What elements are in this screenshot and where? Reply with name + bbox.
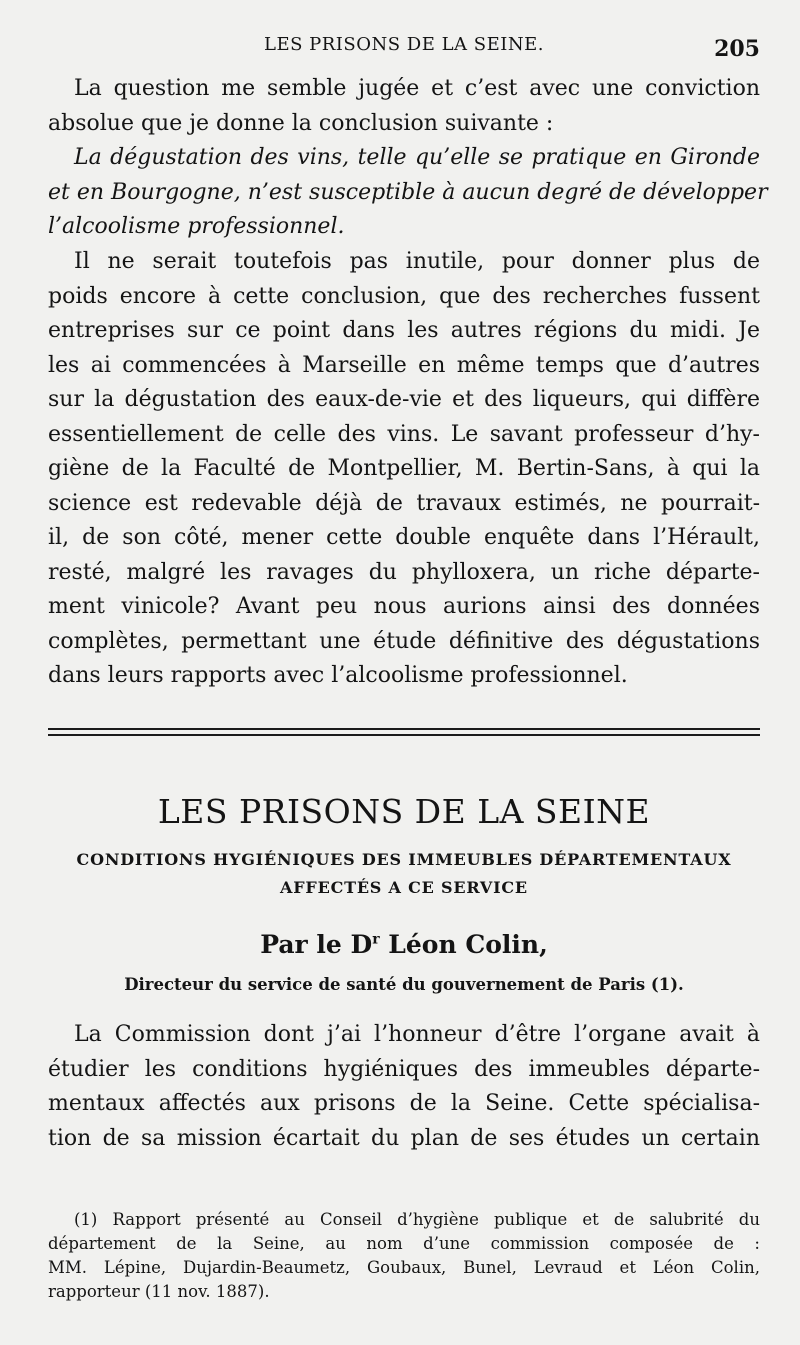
text-line: mentaux affectés aux prisons de la Seine. Cette spécialisa-: [48, 1091, 760, 1116]
text-line: La question me semble jugée et c’est avec une conviction: [74, 76, 760, 101]
article-subtitle-line-1: CONDITIONS HYGIÉNIQUES DES IMMEUBLES DÉPARTEMENTAUX: [76, 850, 732, 869]
separator-rule-top: [48, 728, 760, 730]
text-line: ment vinicole? Avant peu nous aurions ainsi des données: [48, 594, 760, 619]
text-line: Il ne serait toutefois pas inutile, pour donner plus de: [74, 249, 760, 274]
text-line: l’alcoolisme professionnel.: [48, 214, 345, 239]
author-byline: [48, 930, 760, 959]
text-line: les ai commencées à Marseille en même temps que d’autres: [48, 352, 760, 378]
text-line: il, de son côté, mener cette double enquête dans l’Hérault,: [48, 525, 760, 550]
text-line: giène de la Faculté de Montpellier, M. Bertin-Sans, à qui la: [48, 456, 760, 481]
byline-prefix: Par le D: [260, 930, 373, 959]
paragraph-conclusion: [48, 72, 760, 141]
footnote-line: (1) Rapport présenté au Conseil d’hygiène publique et de salubrité du: [74, 1210, 760, 1229]
text-line: absolue que je donne la conclusion suivante :: [48, 110, 554, 136]
author-role: Directeur du service de santé du gouvernement de Paris (1).: [124, 975, 684, 994]
footnote-line: MM. Lépine, Dujardin-Beaumetz, Goubaux, Bunel, Levraud et Léon Colin,: [48, 1258, 760, 1277]
footnote: [48, 1208, 760, 1304]
byline-superscript: r: [372, 931, 380, 948]
footnote-line: rapporteur (11 nov. 1887).: [48, 1282, 270, 1301]
text-line: resté, malgré les ravages du phylloxera, un riche départe-: [48, 559, 760, 585]
running-header: [48, 34, 760, 64]
text-line: science est redevable déjà de travaux estimés, ne pourrait-: [48, 490, 760, 516]
page-number: 205: [714, 36, 760, 62]
text-line: et en Bourgogne, n’est susceptible à aucun degré de développer: [48, 179, 768, 205]
text-line: sur la dégustation des eaux-de-vie et des liqueurs, qui diffère: [48, 387, 760, 412]
italic-conclusion: [48, 141, 768, 245]
author-name: Léon Colin,: [379, 930, 548, 959]
separator-rule-bottom: [48, 734, 760, 736]
paragraph-recherches: [48, 245, 760, 694]
text-line: poids encore à cette conclusion, que des recherches fussent: [48, 283, 760, 309]
paragraph-commission: [48, 1018, 760, 1156]
text-line: La Commission dont j’ai l’honneur d’être l’organe avait à: [74, 1022, 760, 1047]
footnote-line: département de la Seine, au nom d’une commission composée de :: [48, 1234, 760, 1253]
text-line: complètes, permettant une étude définitive des dégustations: [48, 628, 760, 654]
text-line: dans leurs rapports avec l’alcoolisme professionnel.: [48, 663, 628, 688]
running-title: LES PRISONS DE LA SEINE.: [264, 34, 544, 55]
article-subtitle-line-2: AFFECTÉS A CE SERVICE: [280, 878, 528, 897]
text-line: La dégustation des vins, telle qu’elle se pratique en Gironde: [74, 145, 760, 170]
text-line: étudier les conditions hygiéniques des immeubles départe-: [48, 1056, 760, 1082]
text-line: essentiellement de celle des vins. Le savant professeur d’hy-: [48, 421, 760, 447]
text-line: tion de sa mission écartait du plan de ses études un certain: [48, 1125, 760, 1151]
text-line: entreprises sur ce point dans les autres régions du midi. Je: [48, 318, 760, 343]
article-title: LES PRISONS DE LA SEINE: [157, 792, 651, 831]
